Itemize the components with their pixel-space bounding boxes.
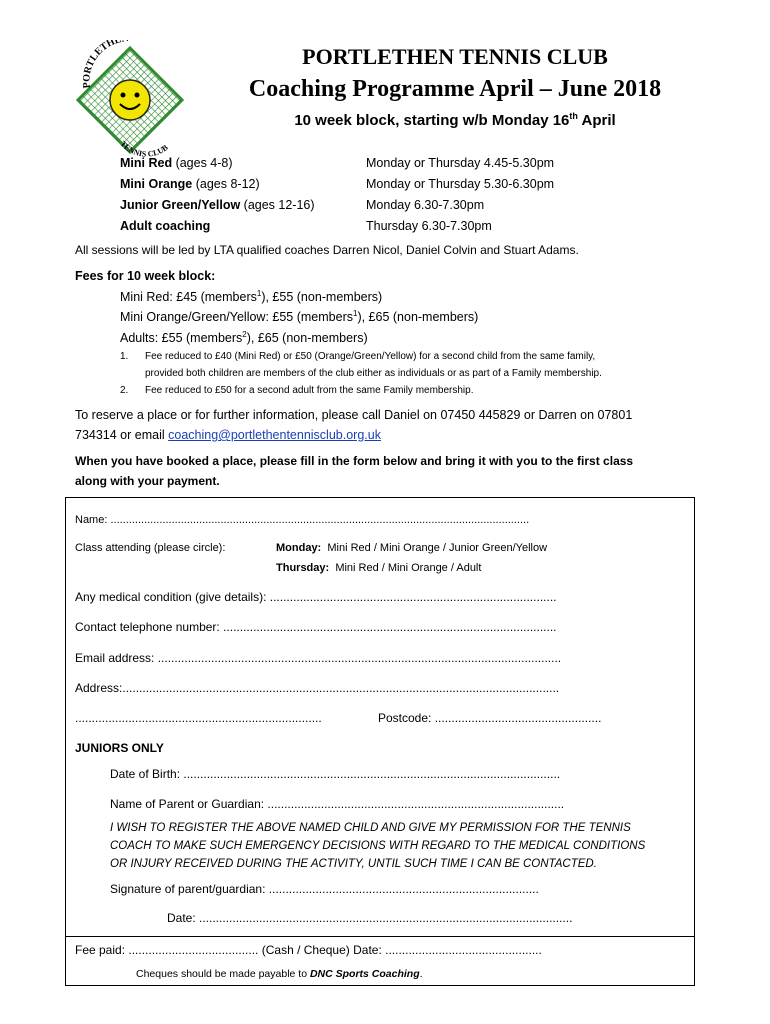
contact-line-1: To reserve a place or for further information, please call Daniel on 07450 445829 or Darren on 07801 (75, 408, 633, 422)
juniors-heading: JUNIORS ONLY (75, 741, 164, 755)
fees-heading: Fees for 10 week block: (75, 269, 216, 283)
monday-options[interactable]: Monday: Mini Red / Mini Orange / Junior Green/Yellow (276, 542, 548, 554)
fee-paid-field[interactable]: Fee paid: ....................................... (Cash / Cheque) Date: ............................................... (75, 943, 542, 957)
booking-note-1: When you have booked a place, please fill in the form below and bring it with you to the first class (75, 454, 634, 468)
fee-note-2: Fee reduced to £50 for a second adult from the same Family membership. (145, 385, 474, 396)
fee-line-2: Adults: £55 (members$^2$), £65 (non-members) (120, 329, 368, 345)
address-line-2-field[interactable]: .......................................................................... (75, 711, 322, 725)
logo-text-bottom: TENNIS CLUB (118, 139, 170, 159)
thursday-options[interactable]: Thursday: Mini Red / Mini Orange / Adult (276, 562, 482, 574)
fee-line-1: Mini Orange/Green/Yellow: £55 (members$^1$), £65 (non-members) (120, 308, 479, 324)
cheque-note: Cheques should be made payable to DNC Sports Coaching. (136, 968, 423, 980)
form-divider (65, 936, 695, 937)
programme-title: Coaching Programme April – June 2018 (248, 76, 662, 102)
dob-field[interactable]: Date of Birth: ................................................................................................................. (110, 767, 561, 781)
email-field[interactable]: Email address: ......................................................................................................................... (75, 651, 562, 665)
club-logo (70, 40, 190, 160)
medical-field[interactable]: Any medical condition (give details): ...................................................................................... (75, 590, 557, 604)
signature-field[interactable]: Signature of parent/guardian: ................................................................................. (110, 882, 539, 896)
fee-note-num-2: 2. (120, 385, 129, 396)
address-field[interactable]: Address:................................................................................................................................... (75, 681, 560, 695)
booking-note-2: along with your payment. (75, 474, 220, 488)
club-title: PORTLETHEN TENNIS CLUB (302, 44, 608, 69)
class-row-3: Adult coaching (120, 219, 211, 233)
logo-text-top: PORTLETHE (81, 40, 123, 89)
consent-line-2: COACH TO MAKE SUCH EMERGENCY DECISIONS WITH REGARD TO THE MEDICAL CONDITIONS (110, 840, 646, 852)
class-row-0: Mini Red (ages 4-8) (120, 156, 233, 170)
coaches-text: All sessions will be led by LTA qualified coaches Darren Nicol, Daniel Colvin and Stuart Adams. (75, 243, 579, 257)
date-field[interactable]: Date: ................................................................................................................ (167, 911, 573, 925)
fee-note-num-1: 1. (120, 351, 129, 362)
block-subtitle: 10 week block, starting w/b Monday 16th April (294, 111, 616, 129)
class-time-0: Monday or Thursday 4.45-5.30pm (366, 156, 555, 170)
consent-line-1: I WISH TO REGISTER THE ABOVE NAMED CHILD AND GIVE MY PERMISSION FOR THE TENNIS (110, 822, 631, 834)
fee-line-0: Mini Red: £45 (members$^1$), £55 (non-members) (120, 288, 383, 304)
email-link[interactable]: coaching@portlethentennisclub.org.uk (168, 428, 381, 442)
class-time-2: Monday 6.30-7.30pm (366, 198, 485, 212)
fee-note-1-cont: provided both children are members of the club either as individuals or as part of a Family membership. (145, 368, 602, 379)
tennis-ball-logo-icon (70, 40, 190, 160)
class-attending-label: Class attending (please circle): (75, 542, 226, 554)
consent-line-3: OR INJURY RECEIVED DURING THE ACTIVITY, UNTIL SUCH TIME I CAN BE CONTACTED. (110, 858, 597, 870)
class-row-2: Junior Green/Yellow (ages 12-16) (120, 198, 315, 212)
fee-note-1: Fee reduced to £40 (Mini Red) or £50 (Orange/Green/Yellow) for a second child from the same family, (145, 351, 596, 362)
phone-field[interactable]: Contact telephone number: .................................................................................................... (75, 620, 557, 634)
class-row-1: Mini Orange (ages 8-12) (120, 177, 260, 191)
postcode-field[interactable]: Postcode: .................................................. (378, 711, 602, 725)
name-field[interactable]: Name: ......................................................................................................................................... (75, 514, 530, 526)
class-time-3: Thursday 6.30-7.30pm (366, 219, 492, 233)
contact-line-2: 734314 or email coaching@portlethentennisclub.org.uk (75, 428, 381, 442)
class-time-1: Monday or Thursday 5.30-6.30pm (366, 177, 555, 191)
guardian-field[interactable]: Name of Parent or Guardian: ......................................................................................... (110, 797, 565, 811)
